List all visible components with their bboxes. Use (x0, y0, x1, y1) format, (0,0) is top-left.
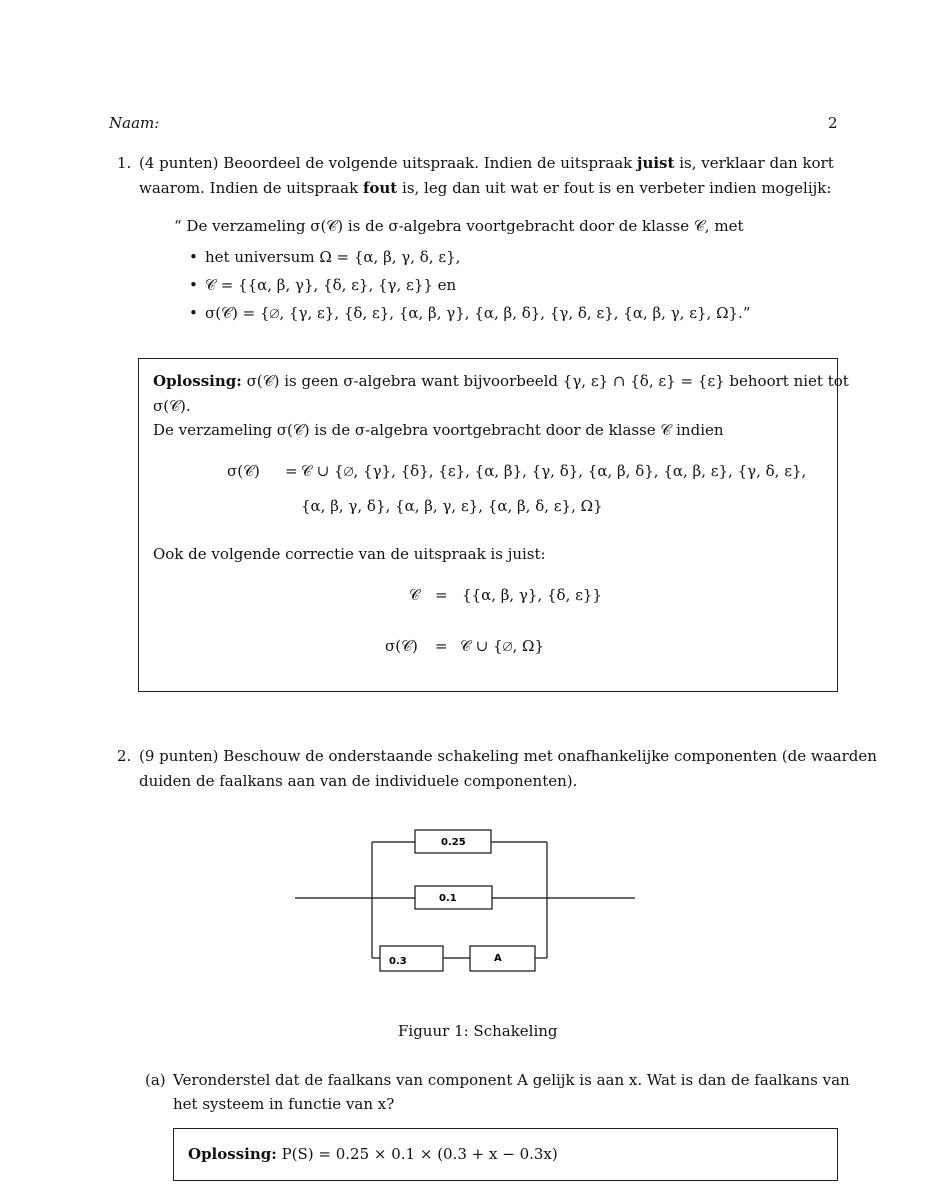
q1-points: (4 punten) (139, 154, 219, 172)
part-a-line1: Veronderstel dat de faalkans van component A gelijk is aan x. Wat is dan de faalkans van (173, 1071, 850, 1089)
solution-formula: P(S) = 0.25 × 0.1 × (0.3 + x − 0.3x) (281, 1145, 558, 1163)
part-a-line2: het systeem in functie van x? (173, 1095, 395, 1113)
component-A-label: A (494, 953, 502, 964)
solution-text-1: σ(𝒞) is geen σ-algebra want bijvoorbeeld {γ, ε} ∩ {δ, ε} = {ε} behoort niet tot (246, 372, 849, 390)
bullet-icon: • (189, 304, 198, 322)
name-label: Naam: (109, 114, 160, 132)
q1-solution-line2: σ(𝒞). (153, 397, 191, 415)
eq1-op: = (285, 462, 298, 480)
q2-number: 2. (117, 747, 132, 765)
eq2-rhs: {{α, β, γ}, {δ, ε}} (462, 586, 602, 604)
q1-bold-juist: juist (637, 154, 675, 172)
q1-text-b: is, verklaar dan kort (679, 154, 834, 172)
bullet-icon: • (189, 248, 198, 266)
q1-solution-line4: Ook de volgende correctie van de uitspraak is juist: (153, 545, 546, 563)
eq1-lhs: σ(𝒞) (227, 462, 260, 480)
q1-text-d: is, leg dan uit wat er fout is en verbeter indien mogelijk: (402, 179, 832, 197)
component-0.25-label: 0.25 (441, 837, 466, 848)
q1-quote-intro: “ De verzameling σ(𝒞) is de σ-algebra voortgebracht door de klasse 𝒞, met (174, 217, 744, 235)
eq2-lhs: 𝒞 (409, 586, 420, 604)
q1-bullet-2: 𝒞 = {{α, β, γ}, {δ, ε}, {γ, ε}} en (205, 276, 457, 294)
eq1-rhs-b: {α, β, γ, δ}, {α, β, γ, ε}, {α, β, δ, ε}, Ω} (301, 497, 603, 515)
eq3-lhs: σ(𝒞) (385, 637, 418, 655)
part-a-label: (a) (145, 1071, 166, 1089)
q1-bullet-3: σ(𝒞) = {∅, {γ, ε}, {δ, ε}, {α, β, γ}, {α, β, δ}, {γ, δ, ε}, {α, β, γ, ε}, Ω}.” (205, 304, 751, 322)
q2-text-a: Beschouw de onderstaande schakeling met onafhankelijke componenten (de waarden (223, 747, 877, 765)
figure-caption: Figuur 1: Schakeling (398, 1022, 558, 1040)
eq3-rhs: 𝒞 ∪ {∅, Ω} (460, 637, 545, 655)
q1-text-c: waarom. Indien de uitspraak (139, 179, 359, 197)
solution-label: Oplossing: (153, 372, 242, 390)
q1-bold-fout: fout (362, 179, 398, 197)
q2-text-line2: duiden de faalkans aan van de individuele componenten). (139, 772, 578, 790)
part-a-solution-box (173, 1128, 838, 1181)
eq1-rhs-a: 𝒞 ∪ {∅, {γ}, {δ}, {ε}, {α, β}, {γ, δ}, {α, β, δ}, {α, β, ε}, {γ, δ, ε}, (301, 462, 807, 480)
q1-number: 1. (117, 154, 132, 172)
q2-points: (9 punten) (139, 747, 219, 765)
component-A-box (470, 946, 535, 971)
component-0.3-label: 0.3 (389, 956, 407, 967)
eq3-op: = (435, 637, 448, 655)
part-a-solution (188, 1145, 558, 1163)
solution-label: Oplossing: (188, 1145, 277, 1163)
q1-bullet-1: het universum Ω = {α, β, γ, δ, ε}, (205, 248, 461, 266)
component-0.1-label: 0.1 (439, 893, 457, 904)
bullet-icon: • (189, 276, 198, 294)
q1-text-a: Beoordeel de volgende uitspraak. Indien de uitspraak (223, 154, 633, 172)
page-number: 2 (828, 114, 838, 132)
eq2-op: = (435, 586, 448, 604)
q1-solution-line3: De verzameling σ(𝒞) is de σ-algebra voortgebracht door de klasse 𝒞 indien (153, 421, 724, 439)
